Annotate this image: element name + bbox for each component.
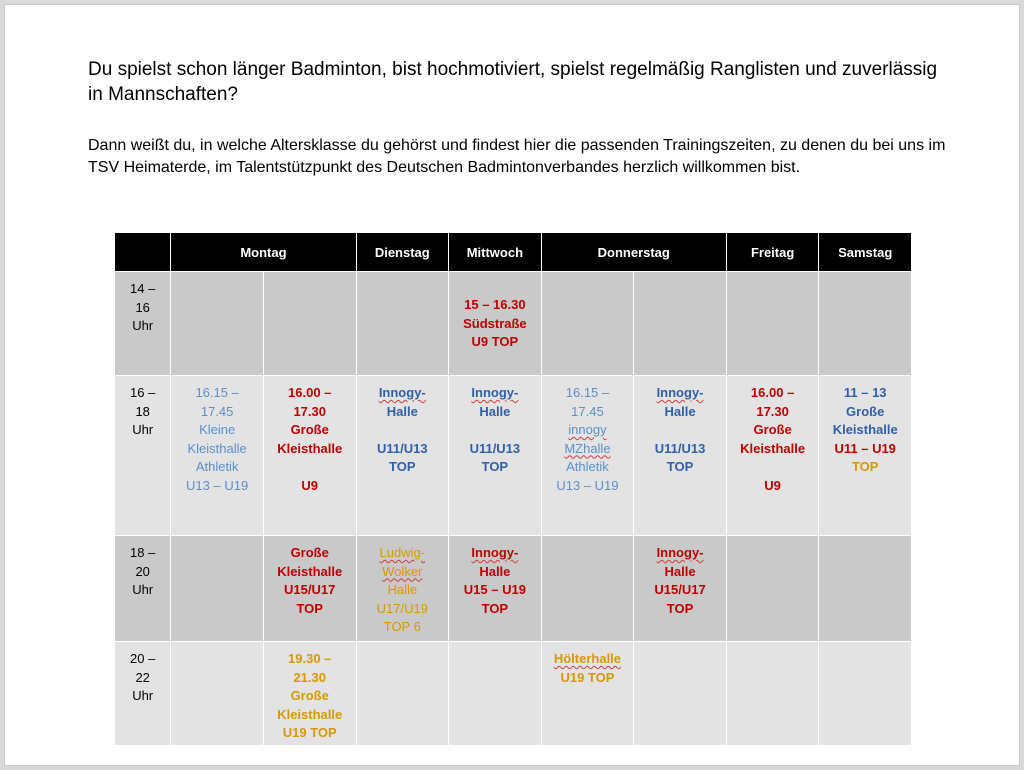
slot-entry: Innogy- Halle U11/U13 TOP <box>449 376 542 536</box>
slot-entry: 11 – 13 Große Kleisthalle U11 – U19 TOP <box>819 376 912 536</box>
intro-paragraph: Dann weißt du, in welche Altersklasse du gehörst und findest hier die passenden Trainingszeiten, zu denen du bei uns im TSV Heimaterde, im Talentstützpunkt des Deutschen Badmintonverbandes herzlich willkommen bist. <box>88 137 946 176</box>
intro-question: Du spielst schon länger Badminton, bist hochmotiviert, spielst regelmäßig Ranglisten und zuverlässig in Mannschaften? <box>88 59 938 105</box>
slot-empty <box>356 642 449 746</box>
slot-entry: Hölterhalle U19 TOP <box>541 642 634 746</box>
header-dienstag: Dienstag <box>356 233 449 272</box>
slot-entry: Ludwig- Wolker Halle U17/U19 TOP 6 <box>356 536 449 642</box>
slot-empty <box>449 642 542 746</box>
time-cell: 16 – 18 Uhr <box>115 376 171 536</box>
header-row <box>115 233 912 272</box>
slot-empty <box>171 536 264 642</box>
schedule-row-20-22 <box>115 642 912 746</box>
slot-empty <box>356 272 449 376</box>
header-donnerstag: Donnerstag <box>541 233 726 272</box>
slot-empty <box>634 272 727 376</box>
slot-empty <box>819 642 912 746</box>
slot-empty <box>171 642 264 746</box>
slot-entry: Innogy- Halle U11/U13 TOP <box>634 376 727 536</box>
slot-entry: 16.15 – 17.45 innogy MZhalle Athletik U13 – U19 <box>541 376 634 536</box>
time-cell: 20 – 22 Uhr <box>115 642 171 746</box>
slot-entry: 16.00 – 17.30 Große Kleisthalle U9 <box>726 376 819 536</box>
slot-empty <box>263 272 356 376</box>
training-schedule-table <box>114 232 912 746</box>
header-empty <box>115 233 171 272</box>
header-freitag: Freitag <box>726 233 819 272</box>
slot-entry: Große Kleisthalle U15/U17 TOP <box>263 536 356 642</box>
slot-empty <box>171 272 264 376</box>
schedule-row-18-20 <box>115 536 912 642</box>
header-montag: Montag <box>171 233 356 272</box>
schedule-row-16-18 <box>115 376 912 536</box>
slot-empty <box>819 536 912 642</box>
slot-empty <box>726 272 819 376</box>
slot-entry: Innogy- Halle U15/U17 TOP <box>634 536 727 642</box>
slot-entry: Innogy- Halle U15 – U19 TOP <box>449 536 542 642</box>
slot-entry: 16.00 – 17.30 Große Kleisthalle U9 <box>263 376 356 536</box>
slot-entry: Innogy- Halle U11/U13 TOP <box>356 376 449 536</box>
slot-entry: 15 – 16.30 Südstraße U9 TOP <box>449 272 542 376</box>
schedule-row-14-16 <box>115 272 912 376</box>
slot-empty <box>541 272 634 376</box>
slot-entry: 16.15 – 17.45 Kleine Kleisthalle Athletik U13 – U19 <box>171 376 264 536</box>
slot-empty <box>726 642 819 746</box>
header-samstag: Samstag <box>819 233 912 272</box>
time-cell: 14 – 16 Uhr <box>115 272 171 376</box>
slot-empty <box>634 642 727 746</box>
header-mittwoch: Mittwoch <box>449 233 542 272</box>
slot-empty <box>819 272 912 376</box>
document-page <box>4 4 1020 766</box>
slot-empty <box>541 536 634 642</box>
slot-entry: 19.30 – 21.30 Große Kleisthalle U19 TOP <box>263 642 356 746</box>
slot-empty <box>726 536 819 642</box>
time-cell: 18 – 20 Uhr <box>115 536 171 642</box>
